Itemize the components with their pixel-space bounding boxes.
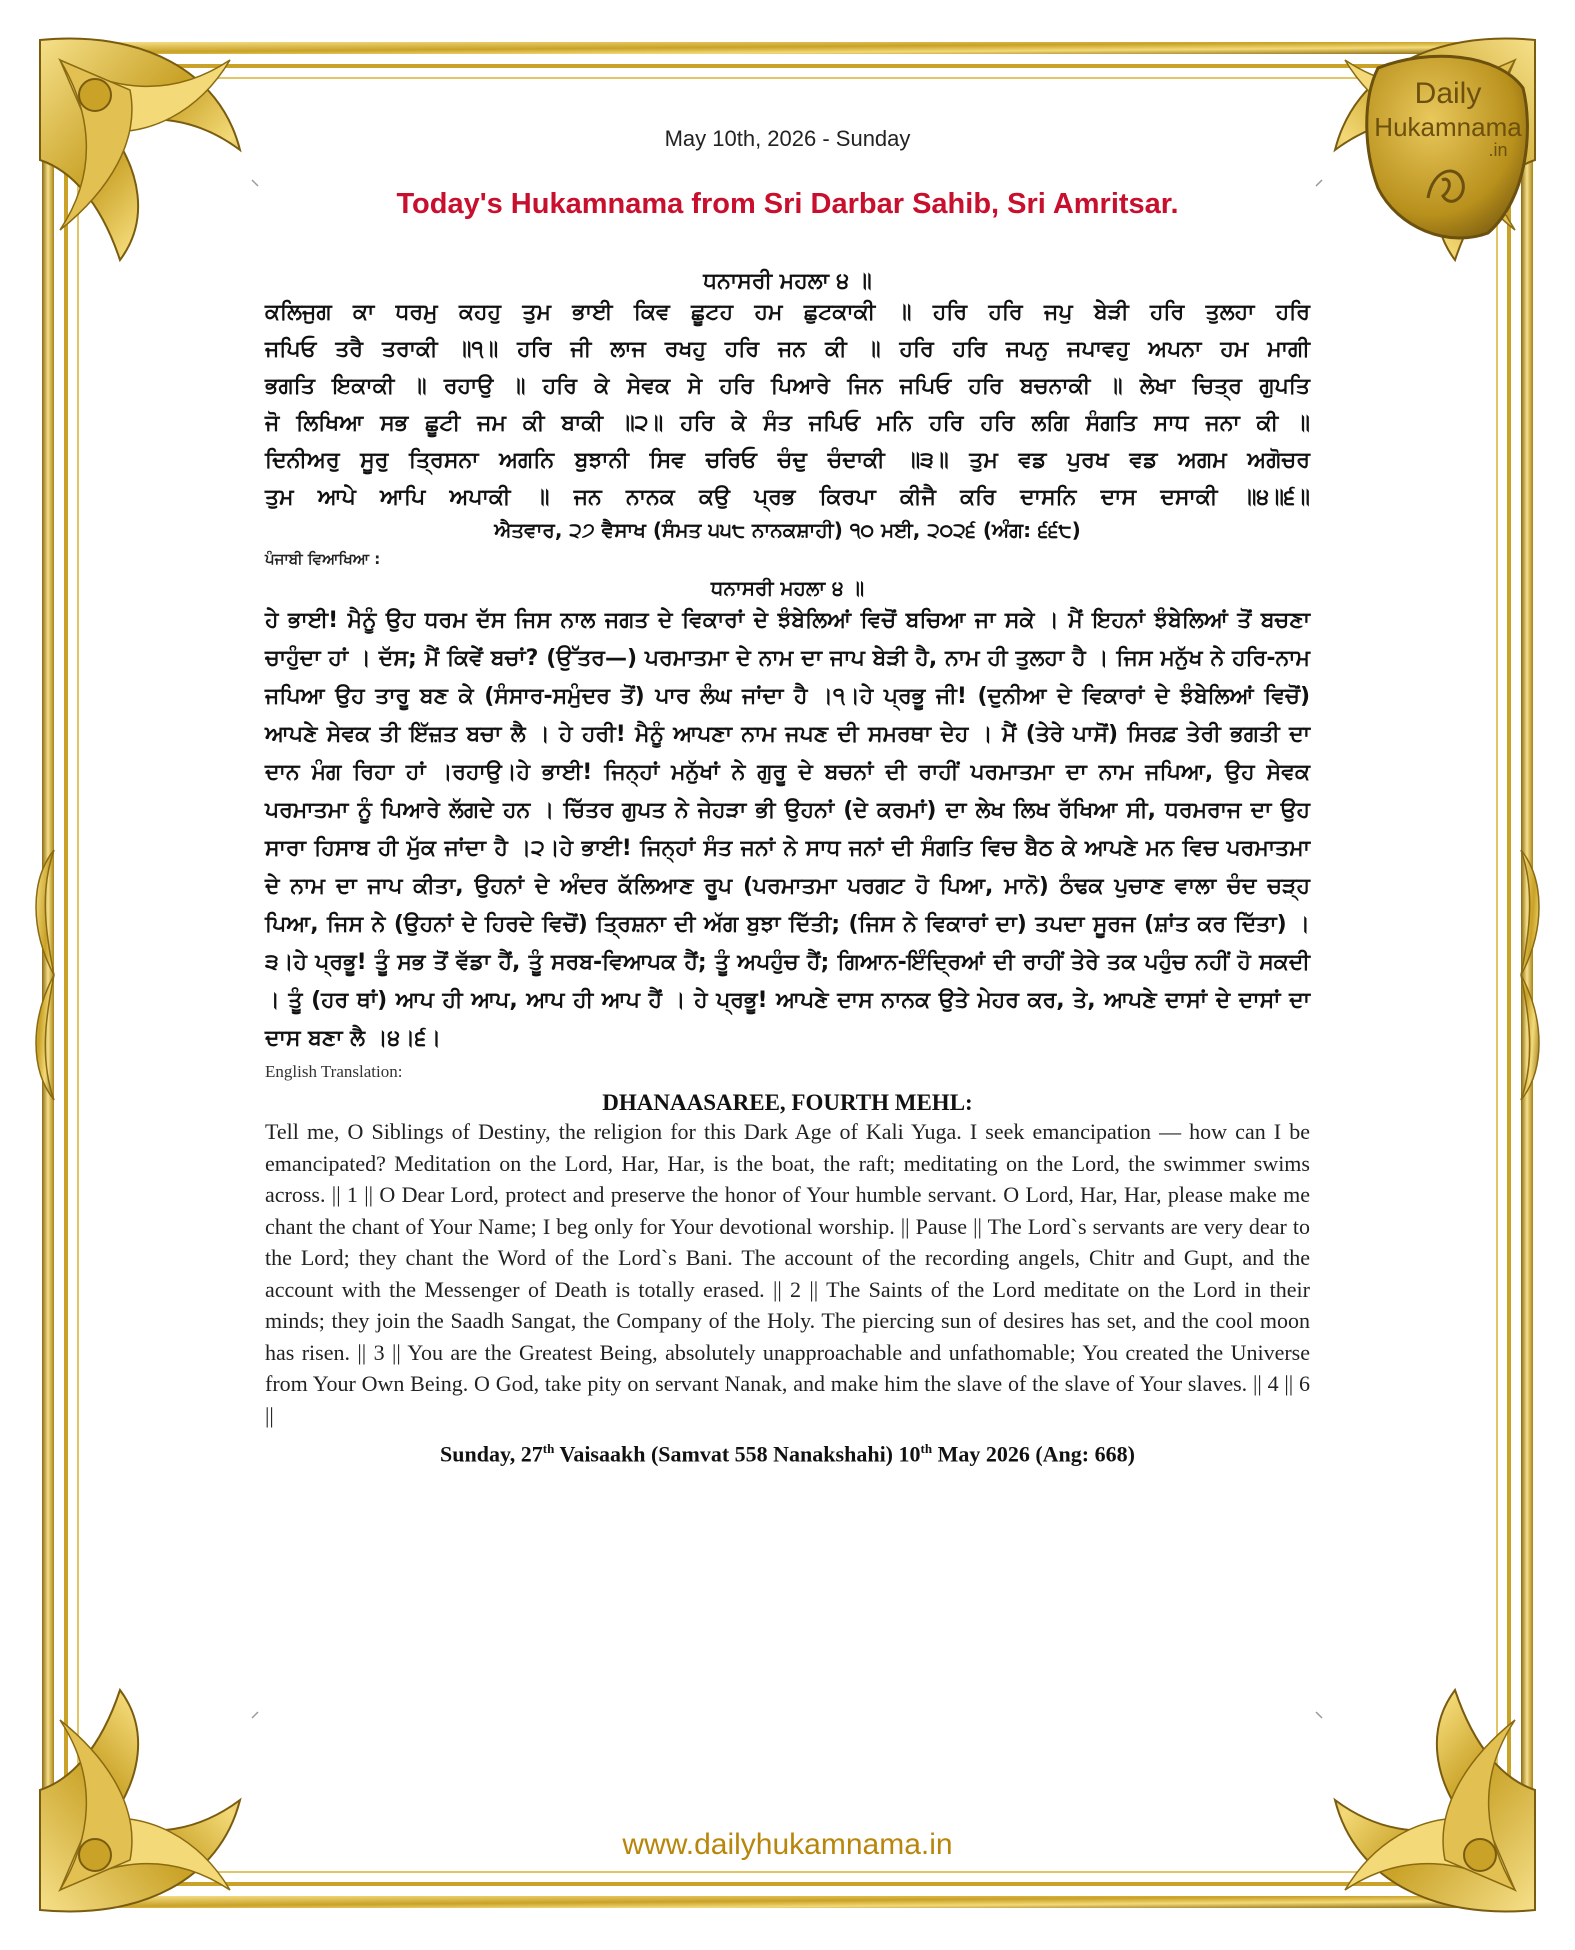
tick-bl	[252, 1712, 258, 1718]
english-date-footer	[265, 1441, 1310, 1467]
english-footer-part3: May 2026 (Ang: 668)	[932, 1441, 1135, 1467]
english-label: English Translation:	[265, 1062, 403, 1081]
hukamnama-content	[265, 110, 1310, 1467]
tick-tl	[252, 180, 258, 186]
english-footer-part2: Vaisaakh (Samvat 558 Nanakshahi) 10	[554, 1441, 921, 1467]
english-heading: DHANAASAREE, FOURTH MEHL:	[602, 1090, 973, 1115]
gurbani-text	[265, 294, 1310, 516]
tick-br	[1316, 1712, 1322, 1718]
english-footer-sup2: th	[920, 1441, 933, 1456]
punjabi-label: ਪੰਜਾਬੀ ਵਿਆਖਿਆ :	[265, 550, 381, 568]
gurbani-line: ਜੋ ਲਿਖਿਆ ਸਭ ਛੂਟੀ ਜਮ ਕੀ ਬਾਕੀ ॥੨॥ ਹਰਿ ਕੇ ਸੰਤ ਜਪਿਓ ਮਨਿ ਹਰਿ ਹਰਿ ਲਗਿ ਸੰਗਤਿ ਸਾਧ ਜਨਾ ਕੀ ॥	[265, 411, 1310, 436]
seal-text-in: .in	[1488, 140, 1508, 160]
gurbani-line: ਭਗਤਿ ਇਕਾਕੀ ॥ ਰਹਾਉ ॥ ਹਰਿ ਕੇ ਸੇਵਕ ਸੇ ਹਰਿ ਪਿਆਰੇ ਜਿਨ ਜਪਿਓ ਹਰਿ ਬਚਨਾਕੀ ॥ ਲੇਖਾ ਚਿਤ੍ਰ ਗੁਪਤਿ	[265, 374, 1310, 399]
page-title: Today's Hukamnama from Sri Darbar Sahib, Sri Amritsar.	[396, 188, 1179, 220]
right-outer-bar	[1521, 60, 1533, 1890]
gurbani-line: ਤੁਮ ਆਪੇ ਆਪਿ ਅਪਾਕੀ ॥ ਜਨ ਨਾਨਕ ਕਉ ਪ੍ਰਭ ਕਿਰਪਾ ਕੀਜੈ ਕਰਿ ਦਾਸਨਿ ਦਾਸ ਦਸਾਕੀ ॥੪॥੬॥	[265, 485, 1310, 510]
gurbani-date-footer: ਐਤਵਾਰ, ੨੭ ਵੈਸਾਖ (ਸੰਮਤ ੫੫੮ ਨਾਨਕਸ਼ਾਹੀ) ੧੦ ਮਈ, ੨੦੨੬ (ਅੰਗ: ੬੬੮)	[494, 518, 1081, 542]
gurbani-line: ਦਿਨੀਅਰੁ ਸੂਰੁ ਤ੍ਰਿਸਨਾ ਅਗਨਿ ਬੁਝਾਨੀ ਸਿਵ ਚਰਿਓ ਚੰਦੁ ਚੰਦਾਕੀ ॥੩॥ ਤੁਮ ਵਡ ਪੁਰਖ ਵਡ ਅਗਮ ਅਗੋਚਰ	[265, 448, 1310, 473]
seal-text-hukamnama: Hukamnama	[1374, 112, 1522, 142]
header-date: May 10th, 2026 - Sunday	[664, 126, 911, 151]
punjabi-heading: ਧਨਾਸਰੀ ਮਹਲਾ ੪ ॥	[710, 576, 865, 600]
corner-ornament-bottom-right	[1335, 1690, 1535, 1912]
corner-ornament-top-left	[40, 38, 240, 260]
left-outer-bar	[42, 60, 54, 1890]
top-outer-bar	[60, 42, 1515, 54]
bottom-outer-bar	[60, 1896, 1515, 1908]
english-translation: Tell me, O Siblings of Destiny, the religion for this Dark Age of Kali Yuga. I seek emancipation — how can I be emancipated? Meditation on the Lord, Har, Har, is the boat, the raft; meditating on the Lord, the swimmer swims across. || 1 || O Dear Lord, protect and preserve the honor of Your humble servant. O Lord, Har, Har, please make me chant the chant of Your Name; I beg only for Your devotional worship. || Pause || The Lord`s servants are very dear to the Lord; they chant the Word of the Lord`s Bani. The account of the recording angels, Chitr and Gupt, and the account with the Messenger of Death is totally erased. || 2 || The Saints of the Lord meditate on the Lord in their minds; they join the Saadh Sangat, the Company of the Holy. The piercing sun of desires has set, and the cool moon has risen. || 3 || You are the Greatest Being, absolutely unapproachable and unfathomable; You created the Universe from Your Own Being. O God, take pity on servant Nanak, and make him the slave of the slave of Your slaves. || 4 || 6 ||	[265, 1119, 1310, 1428]
website-link[interactable]: www.dailyhukamnama.in	[622, 1828, 953, 1861]
english-footer-sup1: th	[542, 1441, 555, 1456]
tick-tr	[1316, 180, 1322, 186]
gurbani-line: ਕਲਿਜੁਗ ਕਾ ਧਰਮੁ ਕਹਹੁ ਤੁਮ ਭਾਈ ਕਿਵ ਛੂਟਹ ਹਮ ਛੁਟਕਾਕੀ ॥ ਹਰਿ ਹਰਿ ਜਪੁ ਬੇੜੀ ਹਰਿ ਤੁਲਹਾ ਹਰਿ	[265, 300, 1310, 325]
seal-text-daily: Daily	[1414, 77, 1482, 110]
gurbani-heading: ਧਨਾਸਰੀ ਮਹਲਾ ੪ ॥	[703, 269, 872, 294]
daily-hukamnama-seal-logo	[1358, 48, 1533, 248]
gurbani-line: ਜਪਿਓ ਤਰੈ ਤਰਾਕੀ ॥੧॥ ਹਰਿ ਜੀ ਲਾਜ ਰਖਹੁ ਹਰਿ ਜਨ ਕੀ ॥ ਹਰਿ ਹਰਿ ਜਪਨੁ ਜਪਾਵਹੁ ਅਪਨਾ ਹਮ ਮਾਗੀ	[265, 337, 1310, 362]
corner-ornament-bottom-left	[40, 1690, 240, 1912]
punjabi-explanation: ਹੇ ਭਾਈ! ਮੈਨੂੰ ਉਹ ਧਰਮ ਦੱਸ ਜਿਸ ਨਾਲ ਜਗਤ ਦੇ ਵਿਕਾਰਾਂ ਦੇ ਝੰਬੇਲਿਆਂ ਵਿਚੋਂ ਬਚਿਆ ਜਾ ਸਕੇ । ਮੈਂ ਇਹਨਾਂ ਝੰਬੇਲਿਆਂ ਤੋਂ ਬਚਣਾ ਚਾਹੁੰਦਾ ਹਾਂ । ਦੱਸ; ਮੈਂ ਕਿਵੇਂ ਬਚਾਂ? (ਉੱਤਰ—) ਪਰਮਾਤਮਾ ਦੇ ਨਾਮ ਦਾ ਜਾਪ ਬੇੜੀ ਹੈ, ਨਾਮ ਹੀ ਤੁਲਹਾ ਹੈ । ਜਿਸ ਮਨੁੱਖ ਨੇ ਹਰਿ-ਨਾਮ ਜਪਿਆ ਉਹ ਤਾਰੂ ਬਣ ਕੇ (ਸੰਸਾਰ-ਸਮੁੰਦਰ ਤੋਂ) ਪਾਰ ਲੰਘ ਜਾਂਦਾ ਹੈ ।੧।ਹੇ ਪ੍ਰਭੂ ਜੀ! (ਦੁਨੀਆ ਦੇ ਵਿਕਾਰਾਂ ਦੇ ਝੰਬੇਲਿਆਂ ਵਿਚੋਂ) ਆਪਣੇ ਸੇਵਕ ਤੀ ਇੱਜ਼ਤ ਬਚਾ ਲੈ । ਹੇ ਹਰੀ! ਮੈਨੂੰ ਆਪਣਾ ਨਾਮ ਜਪਣ ਦੀ ਸਮਰਥਾ ਦੇਹ । ਮੈਂ (ਤੇਰੇ ਪਾਸੋਂ) ਸਿਰਫ਼ ਤੇਰੀ ਭਗਤੀ ਦਾ ਦਾਨ ਮੰਗ ਰਿਹਾ ਹਾਂ ।ਰਹਾਉ।ਹੇ ਭਾਈ! ਜਿਨ੍ਹਾਂ ਮਨੁੱਖਾਂ ਨੇ ਗੁਰੂ ਦੇ ਬਚਨਾਂ ਦੀ ਰਾਹੀਂ ਪਰਮਾਤਮਾ ਦਾ ਨਾਮ ਜਪਿਆ, ਉਹ ਸੇਵਕ ਪਰਮਾਤਮਾ ਨੂੰ ਪਿਆਰੇ ਲੱਗਦੇ ਹਨ । ਚਿੱਤਰ ਗੁਪਤ ਨੇ ਜੇਹੜਾ ਭੀ ਉਹਨਾਂ (ਦੇ ਕਰਮਾਂ) ਦਾ ਲੇਖ ਲਿਖ ਰੱਖਿਆ ਸੀ, ਧਰਮਰਾਜ ਦਾ ਉਹ ਸਾਰਾ ਹਿਸਾਬ ਹੀ ਮੁੱਕ ਜਾਂਦਾ ਹੈ ।੨।ਹੇ ਭਾਈ! ਜਿਨ੍ਹਾਂ ਸੰਤ ਜਨਾਂ ਨੇ ਸਾਧ ਜਨਾਂ ਦੀ ਸੰਗਤਿ ਵਿਚ ਬੈਠ ਕੇ ਆਪਣੇ ਮਨ ਵਿਚ ਪਰਮਾਤਮਾ ਦੇ ਨਾਮ ਦਾ ਜਾਪ ਕੀਤਾ, ਉਹਨਾਂ ਦੇ ਅੰਦਰ ਕੱਲਿਆਣ ਰੂਪ (ਪਰਮਾਤਮਾ ਪਰਗਟ ਹੋ ਪਿਆ, ਮਾਨੋ) ਠੰਢਕ ਪੁਚਾਣ ਵਾਲਾ ਚੰਦ ਚੜ੍ਹ ਪਿਆ, ਜਿਸ ਨੇ (ਉਹਨਾਂ ਦੇ ਹਿਰਦੇ ਵਿਚੋਂ) ਤ੍ਰਿਸ਼ਨਾ ਦੀ ਅੱਗ ਬੁਝਾ ਦਿੱਤੀ; (ਜਿਸ ਨੇ ਵਿਕਾਰਾਂ ਦਾ) ਤਪਦਾ ਸੂਰਜ (ਸ਼ਾਂਤ ਕਰ ਦਿੱਤਾ) ।੩।ਹੇ ਪ੍ਰਭੂ! ਤੂੰ ਸਭ ਤੋਂ ਵੱਡਾ ਹੈਂ, ਤੂੰ ਸਰਬ-ਵਿਆਪਕ ਹੈਂ; ਤੂੰ ਅਪਹੁੰਚ ਹੈਂ; ਗਿਆਨ-ਇੰਦ੍ਰਿਆਂ ਦੀ ਰਾਹੀਂ ਤੇਰੇ ਤਕ ਪਹੁੰਚ ਨਹੀਂ ਹੋ ਸਕਦੀ । ਤੂੰ (ਹਰ ਥਾਂ) ਆਪ ਹੀ ਆਪ, ਆਪ ਹੀ ਆਪ ਹੈਂ । ਹੇ ਪ੍ਰਭੂ! ਆਪਣੇ ਦਾਸ ਨਾਨਕ ਉਤੇ ਮੇਹਰ ਕਰ, ਤੇ, ਆਪਣੇ ਦਾਸਾਂ ਦੇ ਦਾਸਾਂ ਦਾ ਦਾਸ ਬਣਾ ਲੈ ।੪।੬।	[265, 608, 1310, 1051]
english-footer-part1: Sunday, 27	[440, 1441, 543, 1467]
